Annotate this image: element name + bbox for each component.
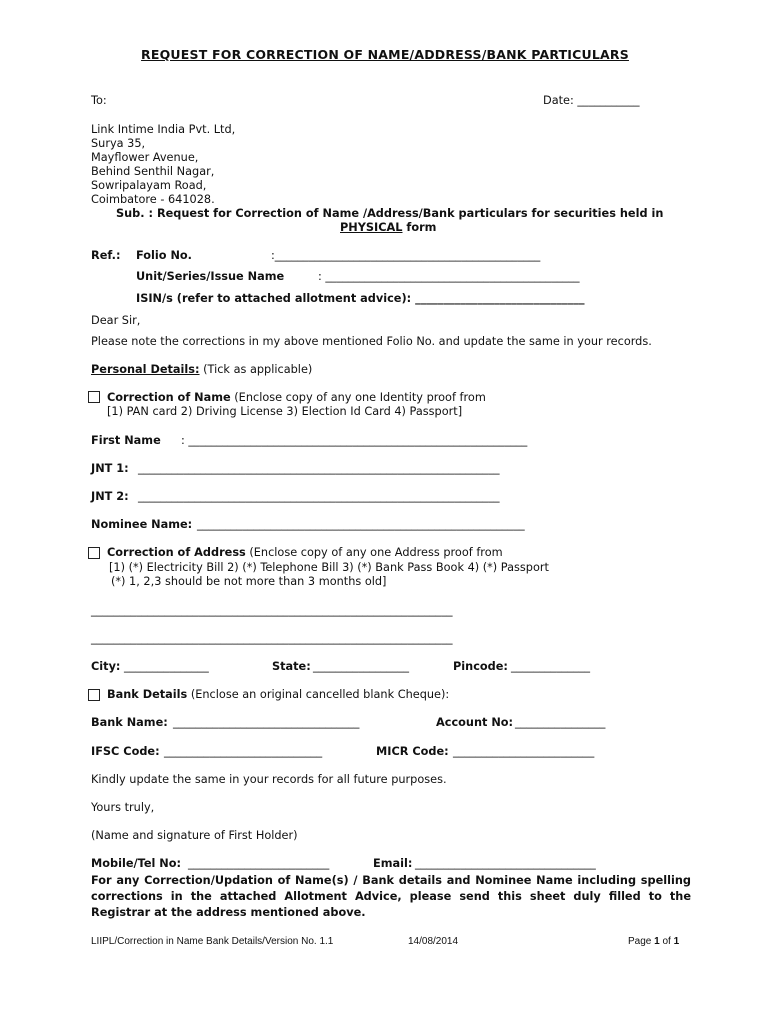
name-correction-line bbox=[107, 391, 486, 404]
address-correction-note: (Enclose copy of any one Address proof from bbox=[245, 546, 503, 559]
bank-details-note: (Enclose an original cancelled blank Cheque): bbox=[187, 688, 450, 701]
account-no-label: Account No: bbox=[436, 716, 514, 729]
bank-name-field[interactable]: _________________________________ bbox=[173, 716, 360, 729]
first-name-label: First Name bbox=[91, 434, 161, 447]
address-line: Mayflower Avenue, bbox=[91, 151, 199, 164]
ifsc-field[interactable]: ____________________________ bbox=[164, 745, 323, 758]
personal-note: (Tick as applicable) bbox=[199, 363, 313, 376]
yours-truly: Yours truly, bbox=[91, 801, 155, 814]
micr-label: MICR Code: bbox=[376, 745, 449, 758]
page-of: of bbox=[659, 936, 674, 947]
salutation: Dear Sir, bbox=[91, 314, 141, 327]
jnt2-label: JNT 2: bbox=[91, 490, 129, 503]
intro-text: Please note the corrections in my above mentioned Folio No. and update the same in your records. bbox=[91, 335, 652, 348]
footer-ref: LIIPL/Correction in Name Bank Details/Version No. 1.1 bbox=[91, 936, 334, 947]
footer-date: 14/08/2014 bbox=[408, 936, 459, 947]
address-correction-checkbox[interactable] bbox=[88, 547, 100, 559]
address-correction-label: Correction of Address bbox=[107, 546, 246, 559]
jnt1-field[interactable]: ________________________________________________________________ bbox=[138, 462, 500, 475]
name-correction-proofs: [1) PAN card 2) Driving License 3) Election Id Card 4) Passport] bbox=[107, 405, 463, 418]
address-correction-line bbox=[107, 546, 503, 559]
bank-details-line bbox=[107, 688, 449, 701]
unit-field[interactable]: : _____________________________________________ bbox=[318, 270, 580, 283]
address-correction-validity: (*) 1, 2,3 should be not more than 3 months old] bbox=[111, 575, 387, 588]
city-field[interactable]: _______________ bbox=[124, 660, 209, 673]
date-field[interactable]: Date: ___________ bbox=[543, 94, 640, 107]
signature-note: (Name and signature of First Holder) bbox=[91, 829, 298, 842]
bank-name-label: Bank Name: bbox=[91, 716, 168, 729]
page-total: 1 bbox=[673, 936, 680, 947]
pincode-label: Pincode: bbox=[453, 660, 508, 673]
personal-details-heading bbox=[91, 363, 312, 376]
footer-page bbox=[628, 936, 679, 947]
page-prefix: Page bbox=[628, 936, 655, 947]
kindly-update-text: Kindly update the same in your records for all future purposes. bbox=[91, 773, 447, 786]
mobile-label: Mobile/Tel No: bbox=[91, 857, 182, 870]
personal-heading: Personal Details: bbox=[91, 363, 200, 376]
email-field[interactable]: ________________________________ bbox=[415, 857, 596, 870]
folio-field[interactable]: :_______________________________________________ bbox=[271, 249, 541, 262]
subject-physical: PHYSICAL bbox=[340, 221, 403, 234]
pincode-field[interactable]: ______________ bbox=[511, 660, 591, 673]
address-line: Sowripalayam Road, bbox=[91, 179, 207, 192]
folio-label: Folio No. bbox=[136, 249, 192, 262]
name-correction-note: (Enclose copy of any one Identity proof from bbox=[230, 391, 486, 404]
name-correction-label: Correction of Name bbox=[107, 391, 231, 404]
isin-field[interactable]: ISIN/s (refer to attached allotment advice): ______________________________ bbox=[136, 292, 585, 305]
ref-label: Ref.: bbox=[91, 249, 121, 262]
email-label: Email: bbox=[373, 857, 413, 870]
to-label: To: bbox=[91, 94, 107, 107]
bank-details-label: Bank Details bbox=[107, 688, 188, 701]
jnt1-label: JNT 1: bbox=[91, 462, 129, 475]
subject-line: Sub. : Request for Correction of Name /Address/Bank particulars for securities held in bbox=[116, 207, 664, 220]
state-field[interactable]: _________________ bbox=[313, 660, 410, 673]
first-name-field[interactable]: : ____________________________________________________________ bbox=[181, 434, 528, 447]
address-line: Coimbatore - 641028. bbox=[91, 193, 215, 206]
state-label: State: bbox=[272, 660, 311, 673]
address-field-2[interactable]: ________________________________________________________________ bbox=[91, 632, 453, 645]
name-correction-checkbox[interactable] bbox=[88, 391, 100, 403]
address-line: Link Intime India Pvt. Ltd, bbox=[91, 123, 236, 136]
subject-line-2 bbox=[340, 221, 436, 234]
closing-instructions: For any Correction/Updation of Name(s) / Bank details and Nominee Name including spelling corrections in the attached Allotment Advice, please send this sheet duly filled to the Registrar at the address mentioned above. bbox=[91, 874, 691, 919]
mobile-field[interactable]: _________________________ bbox=[188, 857, 330, 870]
ifsc-label: IFSC Code: bbox=[91, 745, 160, 758]
address-line: Behind Senthil Nagar, bbox=[91, 165, 215, 178]
account-no-field[interactable]: ________________ bbox=[515, 716, 606, 729]
address-correction-proofs: [1) (*) Electricity Bill 2) (*) Telephone Bill 3) (*) Bank Pass Book 4) (*) Passport bbox=[109, 561, 549, 574]
nominee-label: Nominee Name: bbox=[91, 518, 193, 531]
page-title: REQUEST FOR CORRECTION OF NAME/ADDRESS/BANK PARTICULARS bbox=[141, 47, 629, 62]
address-line: Surya 35, bbox=[91, 137, 146, 150]
page-number: 1 bbox=[654, 936, 660, 947]
nominee-field[interactable]: __________________________________________________________ bbox=[197, 518, 525, 531]
city-label: City: bbox=[91, 660, 121, 673]
jnt2-field[interactable]: ________________________________________________________________ bbox=[138, 490, 500, 503]
unit-label: Unit/Series/Issue Name bbox=[136, 270, 285, 283]
bank-details-checkbox[interactable] bbox=[88, 689, 100, 701]
subject-form: form bbox=[402, 221, 437, 234]
micr-field[interactable]: _________________________ bbox=[453, 745, 595, 758]
address-field-1[interactable]: ________________________________________________________________ bbox=[91, 604, 453, 617]
